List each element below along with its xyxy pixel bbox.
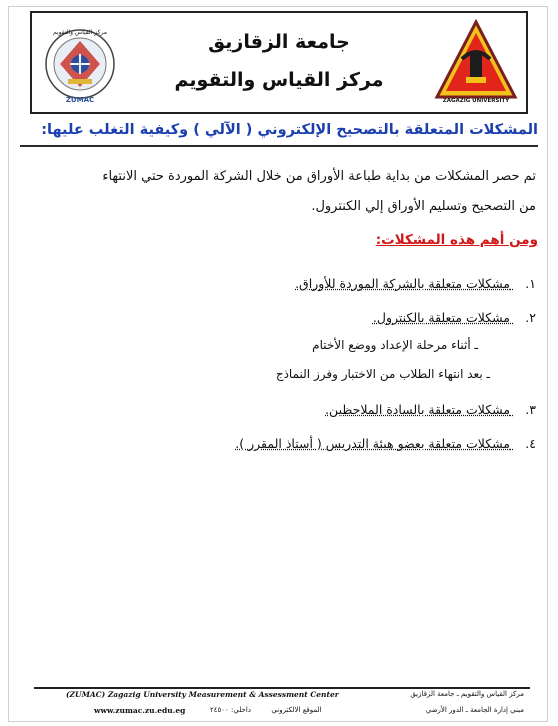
problem-item-1: [295, 276, 536, 291]
footer-phone: [210, 706, 322, 714]
footer-arabic-line-1: مركز القياس والتقويم ـ جامعة الزقازيق: [410, 690, 524, 698]
footer-english-name: (ZUMAC) Zagazig University Measurement & Assessment Center: [66, 690, 339, 699]
document-header: [30, 11, 528, 114]
footer-arabic-line-2: مبني إدارة الجامعة ـ الدور الأرضي: [425, 706, 524, 714]
problem-item-2: [373, 310, 536, 325]
problems-heading: ومن أهم هذه المشكلات:: [375, 232, 538, 248]
university-emblem-icon: [432, 19, 520, 107]
title-divider: [20, 145, 538, 147]
zumac-logo-arabic: مركز القياس والتقويم: [53, 29, 107, 36]
zagazig-university-logo: [432, 19, 520, 107]
problem-number: ١.: [525, 276, 536, 291]
problem-text: مشكلات متعلقة بعضو هيئة التدريس ( أستاذ المقرر ).: [235, 436, 511, 451]
header-titles: [132, 27, 426, 91]
problem-number: ٣.: [525, 402, 536, 417]
problem-item-4: [235, 436, 536, 451]
problem-text: مشكلات متعلقة بالسادة الملاحظين.: [325, 402, 511, 417]
center-name: مركز القياس والتقويم: [174, 69, 384, 91]
intro-paragraph: [18, 162, 536, 222]
control-subitem-2: ـ بعد انتهاء الطلاب من الاختبار وفرز النماذج: [275, 367, 490, 381]
topic-title: المشكلات المتعلقة بالتصحيح الإلكتروني ( الآلي ) وكيفية التغلب عليها:: [41, 122, 538, 138]
footer-website[interactable]: www.zumac.zu.edu.eg: [94, 706, 186, 715]
problem-text: مشكلات متعلقة بالكنترول.: [372, 310, 511, 325]
footer-extension: داخلي: ٢٤٥٠٠: [210, 706, 251, 714]
zumac-logo-caption: ZUMAC: [65, 96, 95, 104]
problem-text: مشكلات متعلقة بالشركة الموردة للأوراق.: [295, 276, 511, 291]
footer-website-label: الموقع الالكتروني: [271, 706, 322, 714]
footer-divider: [34, 687, 530, 689]
problem-item-3: [325, 402, 536, 417]
problem-number: ٤.: [525, 436, 536, 451]
zumac-logo: [40, 23, 120, 105]
intro-line-1: تم حصر المشكلات من بداية طباعة الأوراق من خلال الشركة الموردة حتي الانتهاء: [102, 169, 536, 184]
problem-number: ٢.: [525, 310, 536, 325]
university-name: جامعة الزقازيق: [208, 31, 350, 53]
intro-line-2: من التصحيح وتسليم الأوراق إلي الكنترول.: [311, 199, 536, 214]
university-logo-caption: ZAGAZIG UNIVERSITY: [442, 98, 510, 104]
control-subitem-1: ـ أثناء مرحلة الإعداد ووضع الأختام: [312, 338, 478, 352]
